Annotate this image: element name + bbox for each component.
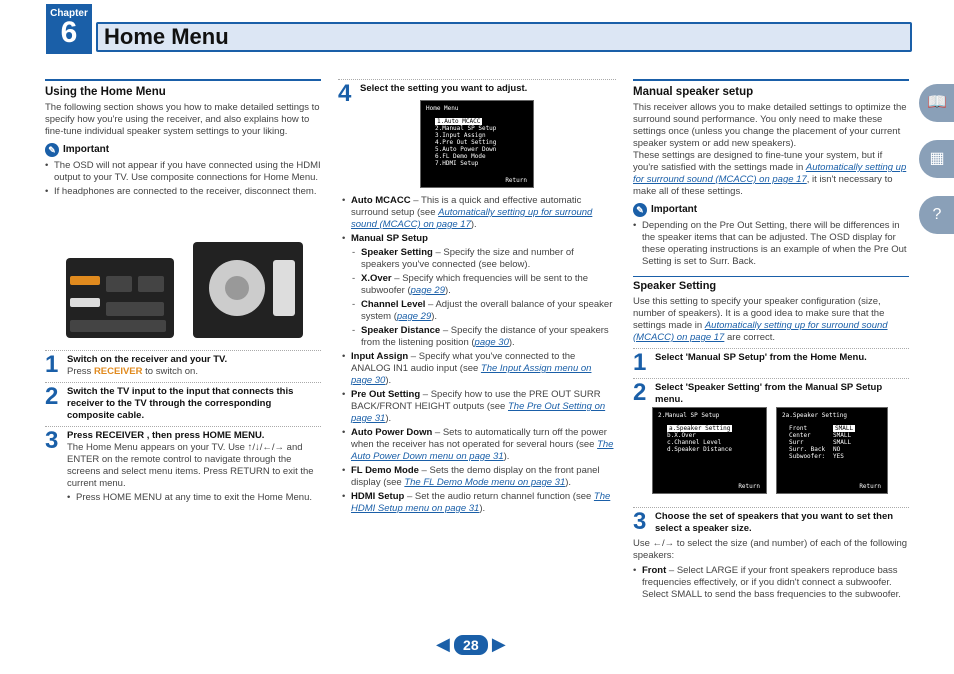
next-page-icon[interactable]: ▶ <box>491 634 506 654</box>
page-link[interactable]: The Auto Power Down menu on page 31 <box>351 439 614 462</box>
list-item: • Manual SP Setup <box>342 233 614 245</box>
volume-rocker-icon <box>273 260 295 316</box>
button-icon <box>106 302 164 316</box>
left-column <box>45 79 321 200</box>
receiver-button-icon <box>70 276 100 285</box>
page-link[interactable]: page 29 <box>410 285 445 296</box>
list-item: • Pre Out Setting – Specify how to use the PRE OUT SURR BACK/FRONT HEIGHT outputs (see The Pre Out Setting on page 31). <box>342 389 614 425</box>
important-icon: ✎ <box>633 203 647 217</box>
page-link[interactable]: The Pre Out Setting on page 31 <box>351 401 606 424</box>
list-item: - Channel Level – Adjust the overall balance of your speaker system (page 29). <box>352 299 614 323</box>
page-link[interactable]: Automatically setting up for surround sound (MCACC) on page 17 <box>633 320 888 343</box>
list-item: • If headphones are connected to the receiver, disconnect them. <box>45 186 321 198</box>
page-link[interactable]: Automatically setting up for surround sound (MCACC) on page 17 <box>351 207 593 230</box>
important-label: ✎ Important <box>45 143 321 157</box>
title-bar <box>96 22 912 52</box>
left-intro: The following section shows you how to make detailed settings to specify how you're using the receiver, and also explains how to fine-tune individual speaker system settings to your liking. <box>45 102 320 137</box>
button-icon <box>70 298 100 307</box>
paragraph: This receiver allows you to make detailed settings to optimize the surround sound performance. You only need to make these settings once (unless you change the placement of your current speaker system or add new speakers). <box>633 102 907 149</box>
step-1: 1 Select 'Manual SP Setup' from the Home Menu. <box>633 348 909 374</box>
list-item: • The OSD will not appear if you have connected using the HDMI output to your TV. Use composite connections for Home Menu. <box>45 160 321 184</box>
help-icon[interactable]: ? <box>919 196 954 234</box>
list-item: • FL Demo Mode – Sets the demo display on the front panel display (see The FL Demo Mode menu on page 31). <box>342 465 614 489</box>
book-icon[interactable]: 📖 <box>919 84 954 122</box>
pager <box>436 634 506 655</box>
page-link[interactable]: The HDMI Setup menu on page 31 <box>351 491 611 514</box>
step-2: 2 Select 'Speaker Setting' from the Manual SP Setup menu. <box>633 378 909 406</box>
chapter-label: Chapter <box>50 8 88 19</box>
button-icon <box>106 276 132 292</box>
list-item: • Press HOME MENU at any time to exit the Home Menu. <box>67 492 321 504</box>
left-steps <box>45 346 321 506</box>
paragraph: Use ←/→ to select the size (and number) of each of the following speakers: <box>633 538 908 561</box>
prev-page-icon[interactable]: ◀ <box>436 634 450 654</box>
list-item: • Auto Power Down – Sets to automatically turn off the power when the receiver has not operated for several hours (see The Auto Power Down menu on page 31). <box>342 427 614 463</box>
step-2: 2 Switch the TV input to the input that connects this receiver to the TV through the corresponding composite cable. <box>45 382 321 422</box>
paragraph: These settings are designed to fine-tune your system, but if you're satisfied with the settings made in Automatically setting up for surround sound (MCACC) on page 17, it isn't necessary to make all of these settings. <box>633 150 907 197</box>
osd-home-menu: Home Menu 1.Auto MCACC 2.Manual SP Setup 3.Input Assign 4.Pre Out Setting 5.Auto Power Down 6.FL Demo Mode 7.HDMI Setup Return <box>420 100 534 188</box>
important-list <box>45 160 321 198</box>
chapter-badge <box>46 4 92 54</box>
remote-illustration-right <box>193 242 303 338</box>
list-item: • Front – Select LARGE if your front speakers reproduce bass frequencies effectively, or if you didn't connect a subwoofer. Select SMALL to send the bass frequencies to the subwoofer. <box>633 565 909 601</box>
list-item: • Depending on the Pre Out Setting, there will be differences in the speaker items that can be adjusted. The OSD display for these operating instructions is an example of when the Pre Out Setting is set to Surr. Back. <box>633 220 909 268</box>
important-icon: ✎ <box>45 143 59 157</box>
right-column <box>633 79 909 406</box>
button-icon <box>138 276 164 292</box>
chapter-number: 6 <box>60 16 78 49</box>
enter-button-icon <box>225 276 249 300</box>
step-3: 3 Press RECEIVER , then press HOME MENU. The Home Menu appears on your TV. Use ↑/↓/←/→ and ENTER on the remote control to navigate through the screens and select menu items. Press RETURN to exit the current menu. • Press HOME MENU at any time to exit the Home Menu. <box>45 426 321 506</box>
page-link[interactable]: page 29 <box>396 311 432 322</box>
step-3: 3 Choose the set of speakers that you want to set then select a speaker size. <box>633 507 909 535</box>
page-title: Home Menu <box>104 24 229 49</box>
page-link[interactable]: Automatically setting up for surround sound (MCACC) on page 17 <box>633 162 907 185</box>
page-link[interactable]: The Input Assign menu on page 30 <box>351 363 592 386</box>
left-heading: Using the Home Menu <box>45 79 321 98</box>
receiver-icon[interactable]: ▦ <box>919 140 954 178</box>
list-item: • Auto MCACC – This is a quick and effective automatic surround setup (see Automatically setting up for surround sound (MCACC) on page 17). <box>342 195 614 231</box>
osd-speaker-setting: 2a.Speaker Setting Front SMALL Center SMALL Surr SMALL Surr. Back NO Subwoofer: YES Return <box>776 407 888 494</box>
list-item: • Input Assign – Specify what you've connected to the ANALOG IN1 audio input (see The Input Assign menu on page 30). <box>342 351 614 387</box>
button-row-icon <box>70 320 166 332</box>
step-1: 1 Switch on the receiver and your TV. Press RECEIVER to switch on. <box>45 350 321 378</box>
page-link[interactable]: The FL Demo Mode menu on page 31 <box>404 477 566 488</box>
page-number: 28 <box>454 635 488 655</box>
osd-manual-sp-setup: 2.Manual SP Setup a.Speaker Setting b.X.Over c.Channel Level d.Speaker Distance Return <box>652 407 767 494</box>
right-heading: Manual speaker setup <box>633 79 909 98</box>
settings-list <box>342 195 614 517</box>
list-item: - X.Over – Specify which frequencies will be sent to the subwoofer (page 29). <box>352 273 614 297</box>
list-item: - Speaker Setting – Specify the size and number of speakers you've connected (see below). <box>352 247 614 271</box>
paragraph: Use this setting to specify your speaker configuration (size, number of speakers). It is a good idea to make sure that the settings made in Automatically setting up for surround sound (MCACC) on page 17 are correct. <box>633 296 888 343</box>
step-4: 4 Select the setting you want to adjust. <box>338 79 616 105</box>
important-label: ✎ Important <box>633 203 909 217</box>
remote-illustration-left <box>66 258 174 338</box>
page-link[interactable]: page 30 <box>474 337 509 348</box>
list-item: - Speaker Distance – Specify the distance of your speakers from the listening position (page 30). <box>352 325 614 349</box>
subheading: Speaker Setting <box>633 276 909 292</box>
right-step3 <box>633 503 909 603</box>
list-item: • HDMI Setup – Set the audio return channel function (see The HDMI Setup menu on page 31). <box>342 491 614 515</box>
